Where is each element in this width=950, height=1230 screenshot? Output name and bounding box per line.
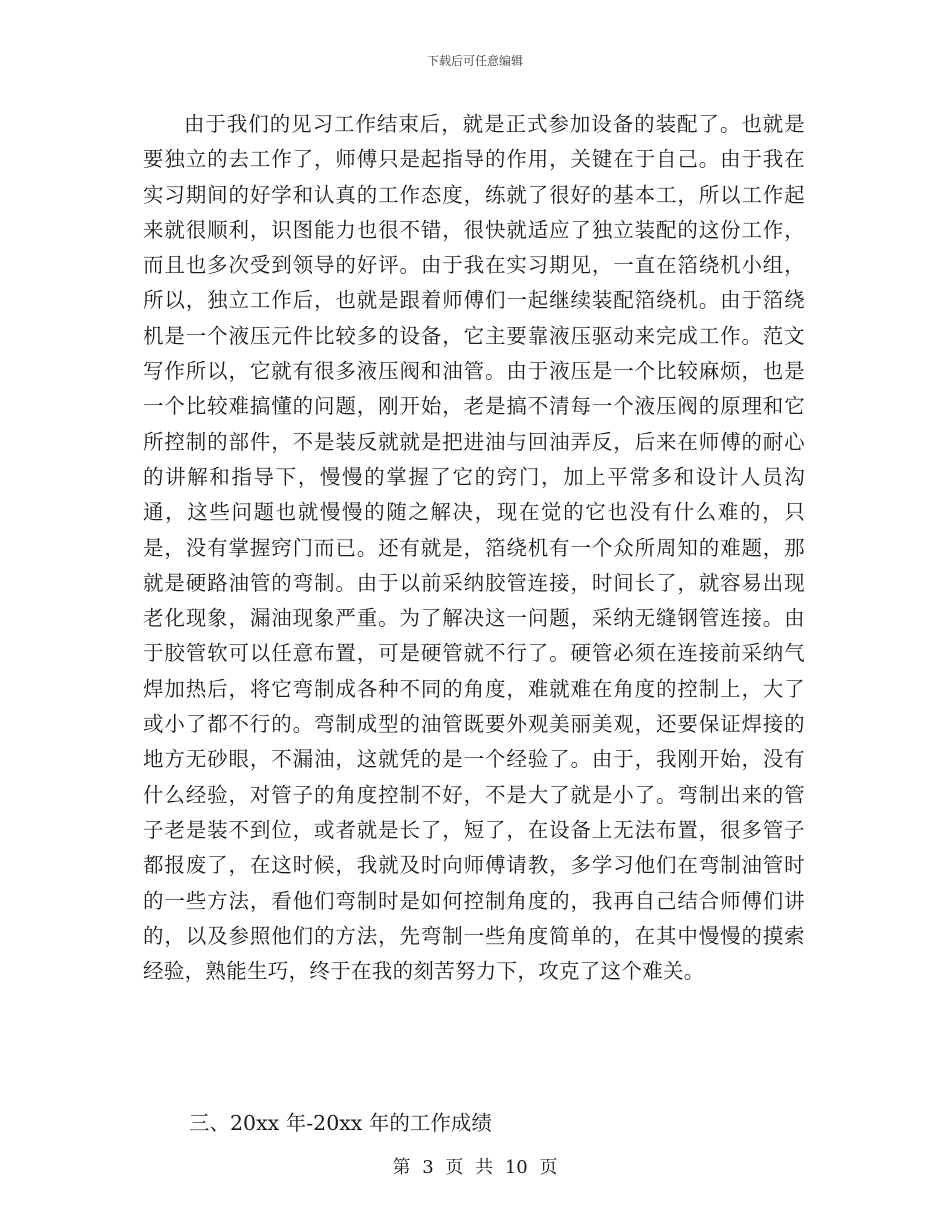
page-footer: 第 3 页 共 10 页: [392, 1157, 558, 1178]
body-paragraph: 由于我们的见习工作结束后，就是正式参加设备的装配了。也就是要独立的去工作了，师傅只是起指导的作用，关键在于自己。由于我在实习期间的好学和认真的工作态度，练就了很好的基本工，所以工作起来就很顺利，识图能力也很不错，很快就适应了独立装配的这份工作，而且也多次受到领导的好评。由于我在实习期见，一直在箔绕机小组，所以，独立工作后，也就是跟着师傅们一起继续装配箔绕机。由于箔绕机是一个液压元件比较多的设备，它主要靠液压驱动来完成工作。范文写作所以，它就有很多液压阀和油管。由于液压是一个比较麻烦，也是一个比较难搞懂的问题，刚开始，老是搞不清每一个液压阀的原理和它所控制的部件，不是装反就就是把进油与回油弄反，后来在师傅的耐心的讲解和指导下，慢慢的掌握了它的窍门，加上平常多和设计人员沟通，这些问题也就慢慢的随之解决，现在觉的它也没有什么难的，只是，没有掌握窍门而已。还有就是，箔绕机有一个众所周知的难题，那就是硬路油管的弯制。由于以前采纳胶管连接，时间长了，就容易出现老化现象，漏油现象严重。为了解决这一问题，采纳无缝钢管连接。由于胶管软可以任意布置，可是硬管就不行了。硬管必须在连接前采纳气焊加热后，将它弯制成各种不同的角度，难就难在角度的控制上，大了或小了都不行的。弯制成型的油管既要外观美丽美观，还要保证焊接的地方无砂眼，不漏油，这就凭的是一个经验了。由于，我刚开始，没有什么经验，对管子的角度控制不好，不是大了就是小了。弯制出来的管子老是装不到位，或者就是长了，短了，在设备上无法布置，很多管子都报废了，在这时候，我就及时向师傅请教，多学习他们在弯制油管时的一些方法，看他们弯制时是如何控制角度的，我再自己结合师傅们讲的，以及参照他们的方法，先弯制一些角度简单的，在其中慢慢的摸索经验，熟能生巧，终于在我的刻苦努力下，攻克了这个难关。: [143, 112, 805, 984]
document-body: [143, 107, 805, 989]
section-heading: 三、20xx 年-20xx 年的工作成绩: [189, 1111, 492, 1135]
page-header: 下载后可任意编辑: [426, 54, 523, 68]
